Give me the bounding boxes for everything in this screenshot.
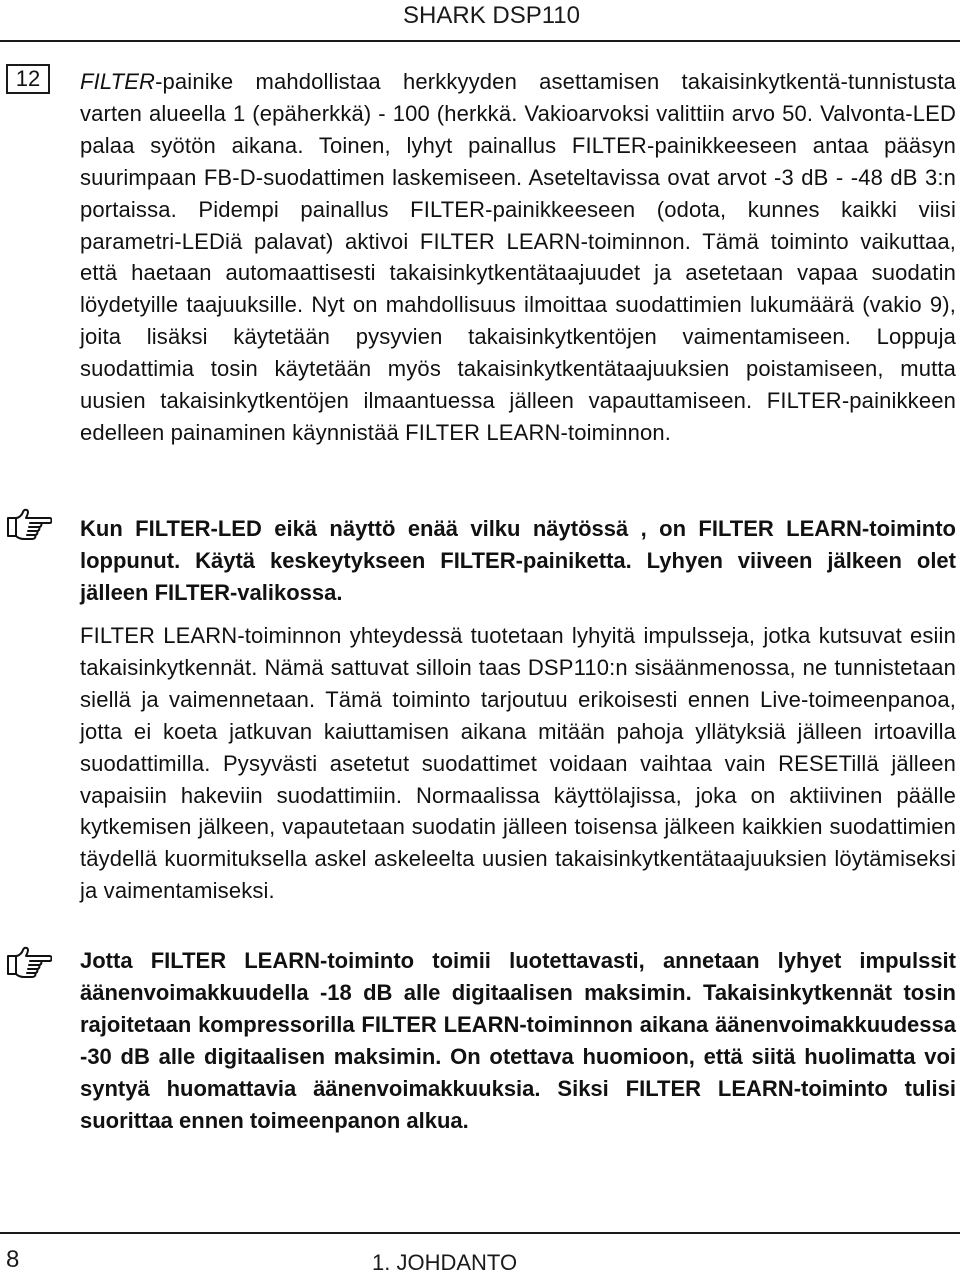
paragraph-filter-learn-text: FILTER LEARN-toiminnon yhteydessä tuotetaan lyhyitä impulsseja, jotka kutsuvat esiin takaisinkytkennät. Nämä sattuvat silloin taas DSP110:n sisäänmenossa, ne tunnistetaan siellä ja vaimennetaan. Tämä toiminto tarjoutuu erikoisesti ennen Live-toimeenpanoa, jotta ei koeta jatkuvan kaiuttamisen aikana mitään pahoja yllätyksiä jälleen irtoavilla suodattimilla. Pysyvästi asetetut suodattimet voidaan vaihtaa vain RESETillä jälleen vapaisiin hakeviin suodattimiin. Normaalissa käyttölajissa, joka on aktiivinen päälle kytkemisen jälkeen, vapautetaan suodatin jälleen toisensa jälkeen kaikkien suodattimien täydellä kuormituksella askel askeleelta uusien takaisinkytkentätaajuuksien löytämiseksi ja vaimentamiseksi. [80,623,956,904]
note2-text: Jotta FILTER LEARN-toiminto toimii luotettavasti, annetaan lyhyet impulssit äänenvoimakkuudella -18 dB alle digitaalisen maksimin. Takaisinkytkennät tosin rajoitetaan kompressorilla FILTER LEARN-toiminnon aikana äänenvoimakkuudessa -30 dB alle digitaalisen maksimin. On otettava huomioon, että siitä huolimatta voi syntyä huomattavia äänenvoimakkuuksia. Siksi FILTER LEARN-toiminto tulisi suorittaa ennen toimeenpanon alkua. [80,948,956,1133]
note1-text: Kun FILTER-LED eikä näyttö enää vilku näytössä , on FILTER LEARN-toiminto loppunut. Käytä keskeytykseen FILTER-painiketta. Lyhyen viiveen jälkeen olet jälleen FILTER-valikossa. [80,516,956,605]
note-filter-learn-finished [80,513,956,609]
section-number-badge: 12 [6,64,50,94]
filter-italic-lead: FILTER [80,69,156,94]
page-number: 8 [6,1246,20,1273]
header-divider [0,40,960,42]
document-header-title: SHARK DSP110 [403,2,580,29]
note-impulse-level [80,945,956,1136]
pointing-hand-icon [6,508,52,542]
footer-divider [0,1232,960,1234]
paragraph-filter-text: -painike mahdollistaa herkkyyden asettamisen takaisinkytkentä-tunnistusta varten alueella 1 (epäherkkä) - 100 (herkkä. Vakioarvoksi valittiin arvo 50. Valvonta-LED palaa syötön aikana. Toinen, lyhyt painallus FILTER-painikkeeseen antaa pääsyn suurimpaan FB-D-suodattimen laskemiseen. Aseteltavissa ovat arvot -3 dB - -48 dB 3:n portaissa. Pidempi painallus FILTER-painikkeeseen (odota, kunnes kaikki viisi parametri-LEDiä palavat) aktivoi FILTER LEARN-toiminnon. Tämä toiminto vaikuttaa, että haetaan automaattisesti takaisinkytkentätaajuudet ja asetetaan vapaa suodatin löydetyille taajuuksille. Nyt on mahdollisuus ilmoittaa suodattimien lukumäärä (vakio 9), joita lisäksi käytetään pysyvien takaisinkytkentöjen vaimentamiseen. Loppuja suodattimia tosin käytetään myös takaisinkytkentätaajuuksien poistamiseen, mutta uusien takaisinkytkentöjen ilmaantuessa jälleen vapauttamiseen. FILTER-painikkeen edelleen painaminen käynnistää FILTER LEARN-toiminnon. [80,69,956,445]
pointing-hand-icon [6,946,52,980]
paragraph-filter-button [80,66,956,449]
paragraph-filter-learn [80,620,956,907]
chapter-title: 1. JOHDANTO [372,1250,518,1275]
